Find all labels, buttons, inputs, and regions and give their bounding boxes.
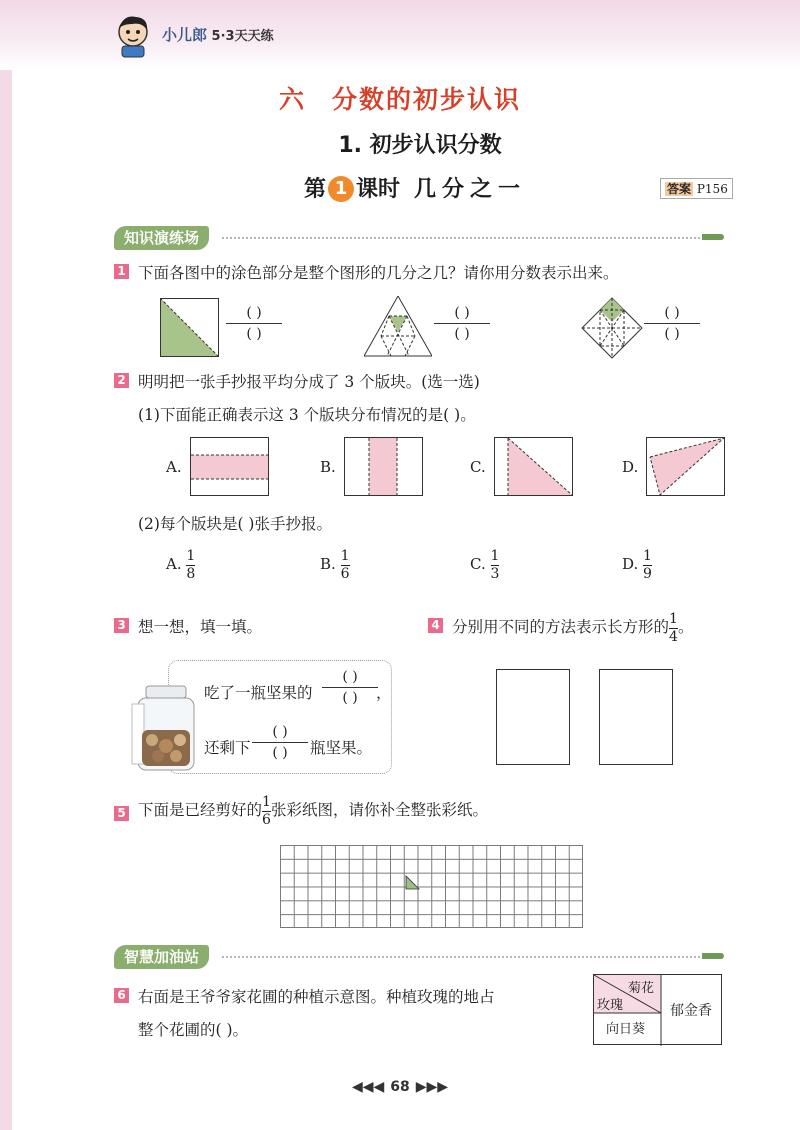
denominator: 3: [490, 565, 500, 582]
garden-sunflower-label: 向日葵: [606, 1022, 646, 1037]
chapter-name: 分数的初步认识: [332, 85, 522, 114]
question-number: 5: [114, 806, 129, 821]
denominator: 4: [669, 628, 678, 645]
q5-text-a: 下面是已经剪好的: [138, 801, 263, 820]
question-number: 4: [428, 618, 443, 633]
q3-line-1-text: 吃了一瓶坚果的: [204, 684, 313, 702]
option-label: D.: [622, 555, 639, 574]
numerator-blank: ( ): [454, 305, 470, 321]
question-text-line-2: 整个花圃的( )。: [138, 1021, 249, 1039]
fraction: [186, 549, 195, 581]
rectangle-answer-box[interactable]: [496, 669, 570, 765]
brand-series: 5·3天天练: [211, 29, 274, 44]
sub-question-2: (2)每个版块是( )张手抄报。: [138, 515, 332, 533]
option-d[interactable]: [622, 549, 652, 581]
question-text: [138, 795, 488, 827]
option-label[interactable]: B.: [320, 458, 336, 476]
option-label[interactable]: C.: [470, 458, 486, 476]
numerator-blank: ( ): [664, 305, 680, 321]
denominator-blank: ( ): [342, 690, 358, 706]
denominator: 6: [262, 811, 271, 828]
lesson-prefix: 第: [303, 177, 326, 202]
numerator: 1: [490, 548, 500, 564]
page-footer: [0, 1079, 800, 1095]
q5-text-b: 张彩纸图，请你补全整张彩纸。: [270, 801, 488, 820]
rectangle-answer-box[interactable]: [599, 669, 673, 765]
fraction: [341, 549, 350, 581]
garden-rose-label: 玫瑰: [597, 998, 624, 1013]
mascot-icon: [112, 12, 154, 58]
fraction: [669, 612, 678, 644]
brand-name: 小儿郎: [162, 26, 208, 44]
q4-text: 分别用不同的方法表示长方形的: [452, 618, 670, 637]
section-title: 1. 初步认识分数: [338, 133, 502, 158]
page-edge-stripe: [0, 0, 12, 1130]
option-c-figure[interactable]: [494, 437, 574, 497]
numerator: 1: [643, 548, 652, 564]
q3-line-1: [204, 681, 313, 703]
denominator: 6: [340, 565, 350, 582]
question-number: 6: [114, 988, 129, 1003]
cut-piece: [405, 875, 420, 890]
q3-line-2-end: 瓶坚果。: [310, 739, 373, 757]
denominator-blank: ( ): [664, 326, 680, 342]
option-label: C.: [470, 555, 486, 574]
answer-fraction-blank[interactable]: [252, 724, 308, 761]
q3-comma: ，: [376, 684, 392, 702]
question-text: [452, 612, 693, 644]
question-text-line-1: 右面是王爷爷家花圃的种植示意图。种植玫瑰的地占: [138, 988, 495, 1006]
fraction: [643, 549, 652, 581]
answer-page: P156: [696, 182, 728, 196]
answer-fraction-blank[interactable]: [644, 305, 700, 342]
brand-title: [162, 24, 274, 45]
divider-line: [222, 237, 700, 239]
lesson-name: 几分之一: [414, 177, 527, 202]
option-label[interactable]: D.: [622, 458, 639, 476]
pencil-icon: [702, 234, 724, 240]
sub-question-1: (1)下面能正确表示这 3 个版块分布情况的是( )。: [138, 406, 476, 424]
option-b[interactable]: [320, 549, 350, 581]
triangle-figure: [364, 296, 432, 358]
section-tag-practice: 知识演练场: [114, 226, 209, 250]
divider-line: [222, 956, 700, 958]
question-text: 想一想，填一填。: [138, 618, 263, 636]
denominator-blank: ( ): [454, 326, 470, 342]
nut-jar-icon: [130, 684, 200, 774]
option-a-figure[interactable]: [190, 437, 270, 497]
question-text: 明明把一张手抄报平均分成了 3 个版块。(选一选): [138, 373, 480, 391]
garden-chrysanthemum-label: 菊花: [628, 981, 655, 996]
drawing-grid[interactable]: [280, 845, 583, 928]
option-c[interactable]: [470, 549, 499, 581]
option-a[interactable]: [166, 549, 195, 581]
answer-fraction-blank[interactable]: [226, 305, 282, 342]
question-number: 2: [114, 373, 129, 388]
lesson-suffix: 课时: [355, 177, 400, 202]
numerator: 1: [262, 794, 271, 810]
section-tag-challenge: 智慧加油站: [114, 945, 209, 969]
q4-end: 。: [677, 618, 694, 637]
fraction: [262, 795, 271, 827]
answer-fraction-blank[interactable]: [434, 305, 490, 342]
diamond-figure: [580, 296, 644, 360]
lesson-number-badge: 1: [328, 176, 354, 202]
pencil-icon: [702, 953, 724, 959]
option-label[interactable]: A.: [166, 458, 182, 476]
denominator: 9: [643, 565, 652, 582]
garden-tulip-label: 郁金香: [670, 1003, 712, 1019]
answer-fraction-blank[interactable]: [322, 669, 378, 706]
option-b-figure[interactable]: [344, 437, 424, 497]
square-figure: [160, 298, 220, 358]
option-label: B.: [320, 555, 336, 574]
chapter-title: [0, 80, 800, 116]
answer-reference: [660, 178, 733, 199]
numerator-blank: ( ): [342, 669, 358, 685]
numerator: 1: [669, 611, 678, 627]
option-label: A.: [166, 555, 182, 574]
question-text: 下面各图中的涂色部分是整个图形的几分之几？请你用分数表示出来。: [138, 264, 619, 282]
denominator: 8: [186, 565, 196, 582]
numerator: 1: [340, 548, 350, 564]
question-number: 3: [114, 618, 129, 633]
next-arrows-icon: ▶▶▶: [415, 1079, 449, 1095]
prev-arrows-icon: ◀◀◀: [351, 1079, 385, 1095]
option-d-figure[interactable]: [646, 437, 726, 497]
q3-line-2: 还剩下: [204, 739, 251, 757]
chapter-number: 六: [278, 85, 306, 114]
numerator-blank: ( ): [246, 305, 262, 321]
denominator-blank: ( ): [272, 745, 288, 761]
denominator-blank: ( ): [246, 326, 262, 342]
page-number: 68: [390, 1079, 410, 1095]
question-number: 1: [114, 264, 129, 279]
numerator: 1: [186, 548, 196, 564]
answer-label: 答案: [667, 182, 692, 196]
fraction: [491, 549, 500, 581]
numerator-blank: ( ): [272, 724, 288, 740]
